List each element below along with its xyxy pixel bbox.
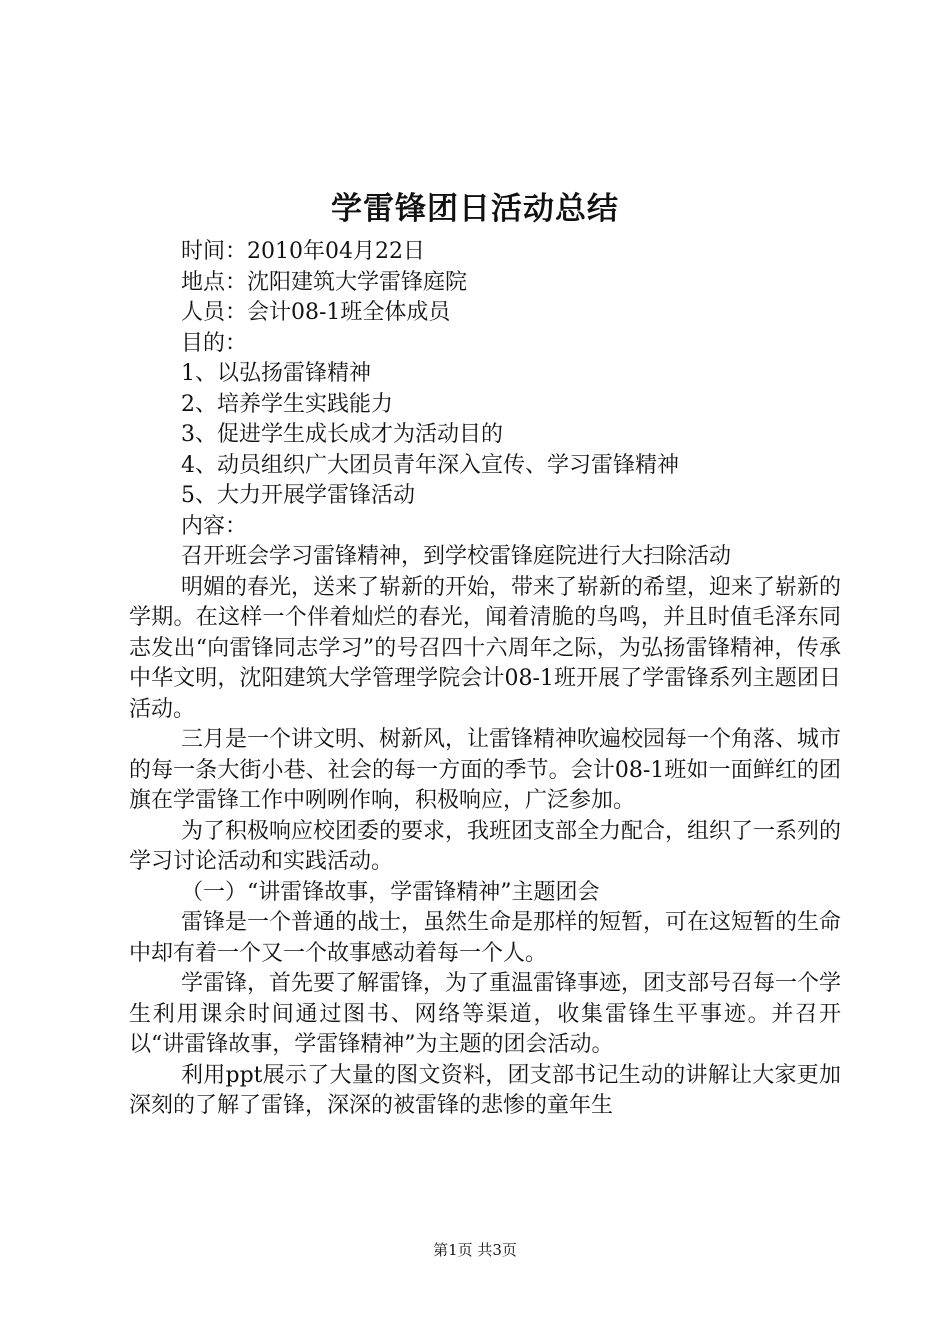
goal-item: 2、培养学生实践能力 — [181, 391, 393, 417]
paragraph: 为了积极响应校团委的要求，我班团支部全力配合，组织了一系列的学习讨论活动和实践活动。 — [129, 818, 842, 874]
page-footer: 第1页 共3页 — [433, 1241, 517, 1259]
paragraph: 明媚的春光，送来了崭新的开始，带来了崭新的希望，迎来了崭新的学期。在这样一个伴着灿烂的春光，闻着清脆的鸟鸣，并且时值毛泽东同志发出“向雷锋同志学习”的号召四十六周年之际，为弘扬雷锋精神，传承中华文明，沈阳建筑大学管理学院会计08-1班开展了学雷锋系列主题团日活动。 — [129, 574, 842, 722]
goal-item: 1、以弘扬雷锋精神 — [181, 361, 371, 386]
content-label: 内容： — [181, 513, 248, 539]
goal-item: 4、动员组织广大团员青年深入宣传、学习雷锋精神 — [181, 452, 679, 478]
goal-item: 3、促进学生成长成才为活动目的 — [181, 422, 503, 447]
content-heading: 召开班会学习雷锋精神，到学校雷锋庭院进行大扫除活动 — [181, 544, 732, 569]
paragraph: 利用ppt展示了大量的图文资料，团支部书记生动的讲解让大家更加深刻的了解了雷锋，深深的被雷锋的悲惨的童年生 — [129, 1062, 841, 1118]
document-body — [129, 237, 841, 1122]
section-heading: （一）“讲雷锋故事，学雷锋精神”主题团会 — [181, 879, 600, 905]
paragraph: 雷锋是一个普通的战士，虽然生命是那样的短暂，可在这短暂的生命中却有着一个又一个故事感动着每一个人。 — [129, 910, 842, 966]
meta-time: 时间：2010年04月22日 — [181, 239, 425, 264]
goal-item: 5、大力开展学雷锋活动 — [181, 483, 415, 508]
paragraph: 三月是一个讲文明、树新风，让雷锋精神吹遍校园每一个角落、城市的每一条大街小巷、社会的每一方面的季节。会计08-1班如一面鲜红的团旗在学雷锋工作中咧咧作响，积极响应，广泛参加。 — [129, 727, 842, 813]
paragraph: 学雷锋，首先要了解雷锋，为了重温雷锋事迹，团支部号召每一个学生利用课余时间通过图书、网络等渠道，收集雷锋生平事迹。并召开以“讲雷锋故事，学雷锋精神”为主题的团会活动。 — [129, 971, 842, 1057]
purpose-label: 目的： — [181, 330, 248, 356]
meta-place: 地点：沈阳建筑大学雷锋庭院 — [181, 269, 468, 295]
document-title: 学雷锋团日活动总结 — [331, 191, 619, 227]
meta-people: 人员：会计08-1班全体成员 — [181, 300, 451, 325]
